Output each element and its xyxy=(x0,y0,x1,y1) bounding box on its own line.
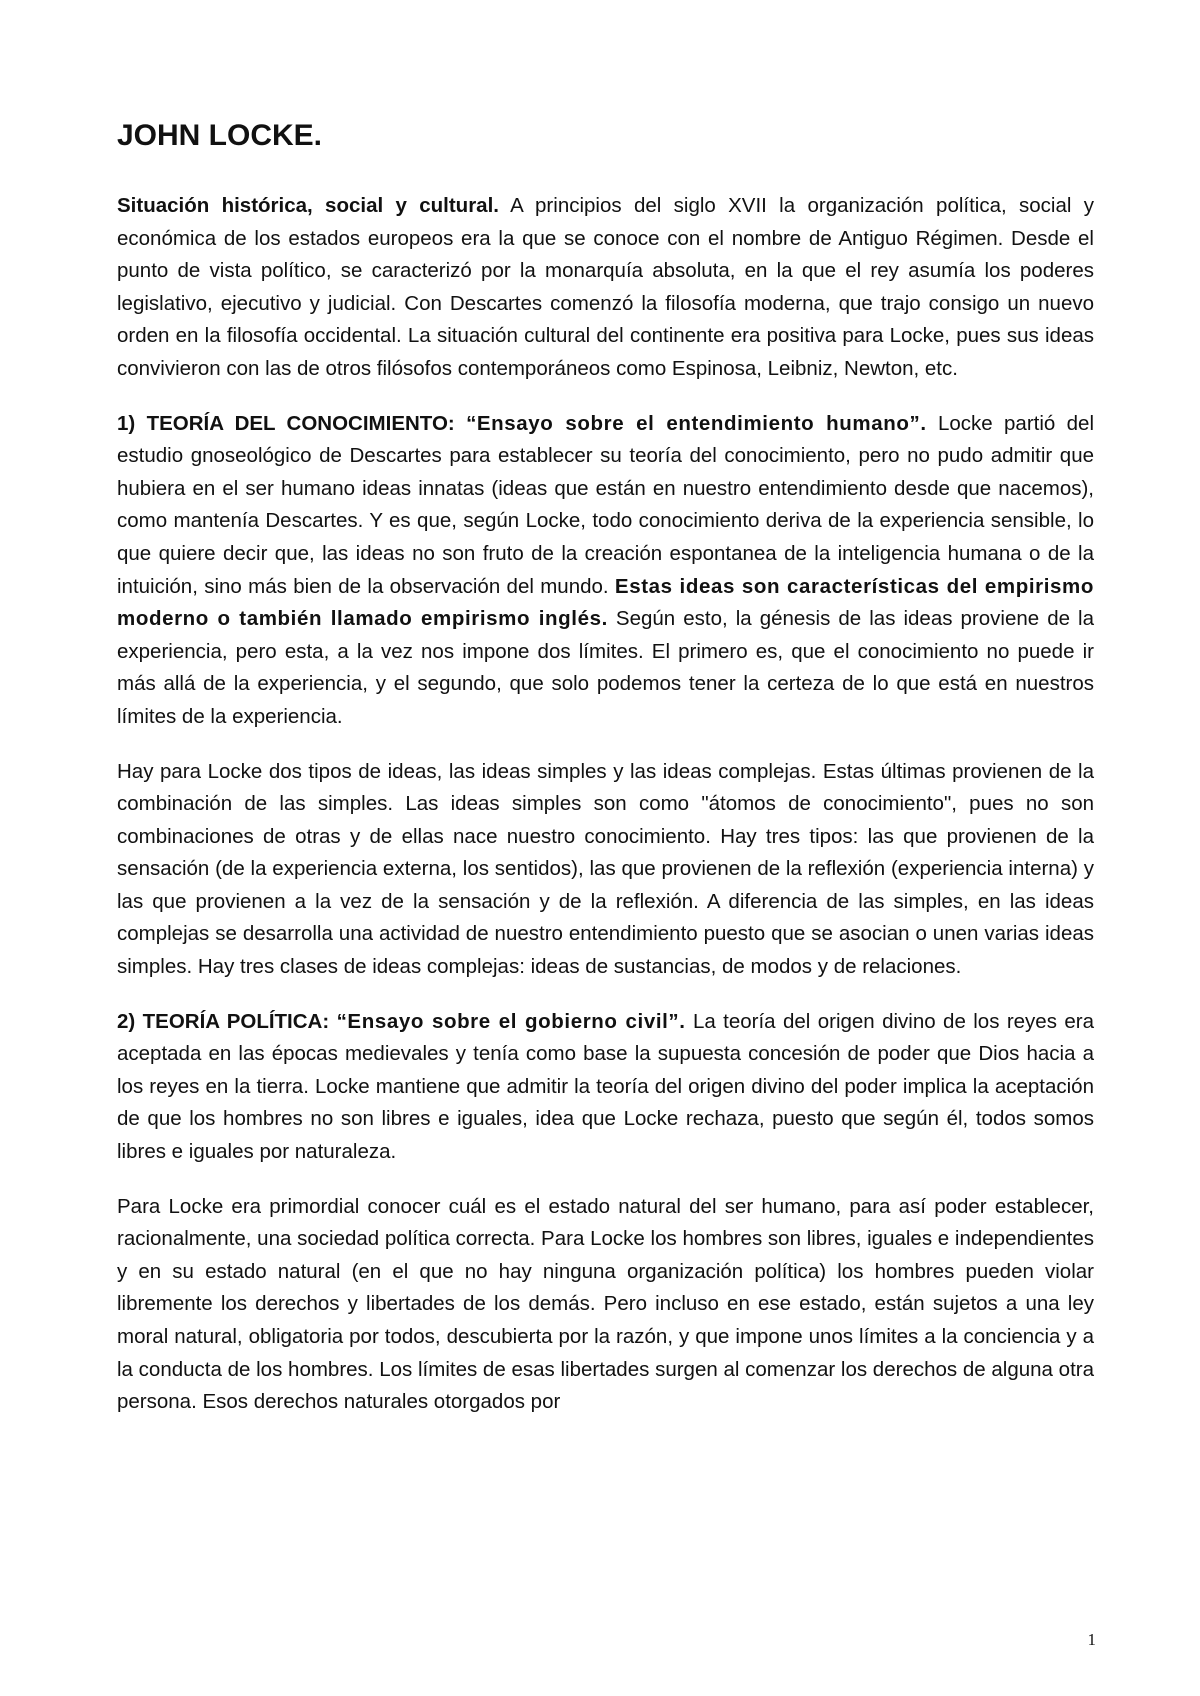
paragraph-historical-situation xyxy=(117,190,1094,386)
bold-statement-empiricism: Estas ideas son características del empirismo moderno o también llamado empirismo inglés. xyxy=(117,574,1094,631)
paragraph-political-theory xyxy=(117,1006,1094,1169)
paragraph-text: Para Locke era primordial conocer cuál es el estado natural del ser humano, para así poder establecer, racionalmente, una sociedad política correcta. Para Locke los hombres son libres, iguales e independientes y en su estado natural (en el que no hay ninguna organización política) los hombres pueden violar libremente los derechos y libertades de los demás. Pero incluso en ese estado, están sujetos a una ley moral natural, obligatoria por todos, descubierta por la razón, y que impone unos límites a la conciencia y a la conducta de los hombres. Los límites de esas libertades surgen al comenzar los derechos de alguna otra persona. Esos derechos naturales otorgados por xyxy=(117,1194,1094,1414)
paragraph-text: La teoría del origen divino de los reyes era aceptada en las épocas medievales y tenía como base la supuesta concesión de poder que Dios hacia a los reyes en la tierra. Locke mantiene que admitir la teoría del origen divino del poder implica la aceptación de que los hombres no son libres e iguales, idea que Locke rechaza, puesto que según él, todos somos libres e iguales por naturaleza. xyxy=(117,1009,1094,1164)
paragraph-text: Locke partió del estudio gnoseológico de Descartes para establecer su teoría del conocimiento, pero no pudo admitir que hubiera en el ser humano ideas innatas (ideas que están en nuestro entendimiento desde que nacemos), como mantenía Descartes. Y es que, según Locke, todo conocimiento deriva de la experiencia sensible, lo que quiere decir que, las ideas no son fruto de la creación espontanea de la inteligencia humana o de la intuición, sino más bien de la observación del mundo. xyxy=(117,411,1095,598)
paragraph-theory-of-knowledge xyxy=(117,408,1094,734)
paragraph-text: A principios del siglo XVII la organización política, social y económica de los estados europeos era la que se conoce con el nombre de Antiguo Régimen. Desde el punto de vista político, se caracterizó por la monarquía absoluta, en la que el rey asumía los poderes legislativo, ejecutivo y judicial. Con Descartes comenzó la filosofía moderna, que trajo consigo un nuevo orden en la filosofía occidental. La situación cultural del continente era positiva para Locke, pues sus ideas convivieron con las de otros filósofos contemporáneos como Espinosa, Leibniz, Newton, etc. xyxy=(117,194,1095,380)
work-title-essay-government: “Ensayo sobre el gobierno civil”. xyxy=(336,1009,686,1033)
section-heading-knowledge: 1) TEORÍA DEL CONOCIMIENTO: xyxy=(117,411,467,435)
paragraph-text: Hay para Locke dos tipos de ideas, las ideas simples y las ideas complejas. Estas últimas provienen de la combinación de las simples. Las ideas simples son como "átomos de conocimiento", pues no son combinaciones de otras y de ellas nace nuestro conocimiento. Hay tres tipos: las que provienen de la sensación (de la experiencia externa, los sentidos), las que provienen de la reflexión (experiencia interna) y las que provienen a la vez de la sensación y de la reflexión. A diferencia de las simples, en las ideas complejas se desarrolla una actividad de nuestro entendimiento puesto que se asocian o unen varias ideas simples. Hay tres clases de ideas complejas: ideas de sustancias, de modos y de relaciones. xyxy=(117,759,1094,979)
section-heading-political: 2) TEORÍA POLÍTICA: xyxy=(117,1009,337,1033)
document-page xyxy=(117,118,1094,1441)
document-title: JOHN LOCKE. xyxy=(117,119,323,152)
paragraph-natural-state xyxy=(117,1191,1094,1419)
page-number: 1 xyxy=(1087,1630,1096,1649)
paragraph-text: Según esto, la génesis de las ideas proviene de la experiencia, pero esta, a la vez nos impone dos límites. El primero es, que el conocimiento no puede ir más allá de la experiencia, y el segundo, que solo podemos tener la certeza de lo que está en nuestros límites de la experiencia. xyxy=(117,607,1094,728)
section-heading-historical: Situación histórica, social y cultural. xyxy=(117,194,499,217)
work-title-essay-understanding: “Ensayo sobre el entendimiento humano”. xyxy=(466,411,927,435)
paragraph-types-of-ideas xyxy=(117,756,1094,984)
